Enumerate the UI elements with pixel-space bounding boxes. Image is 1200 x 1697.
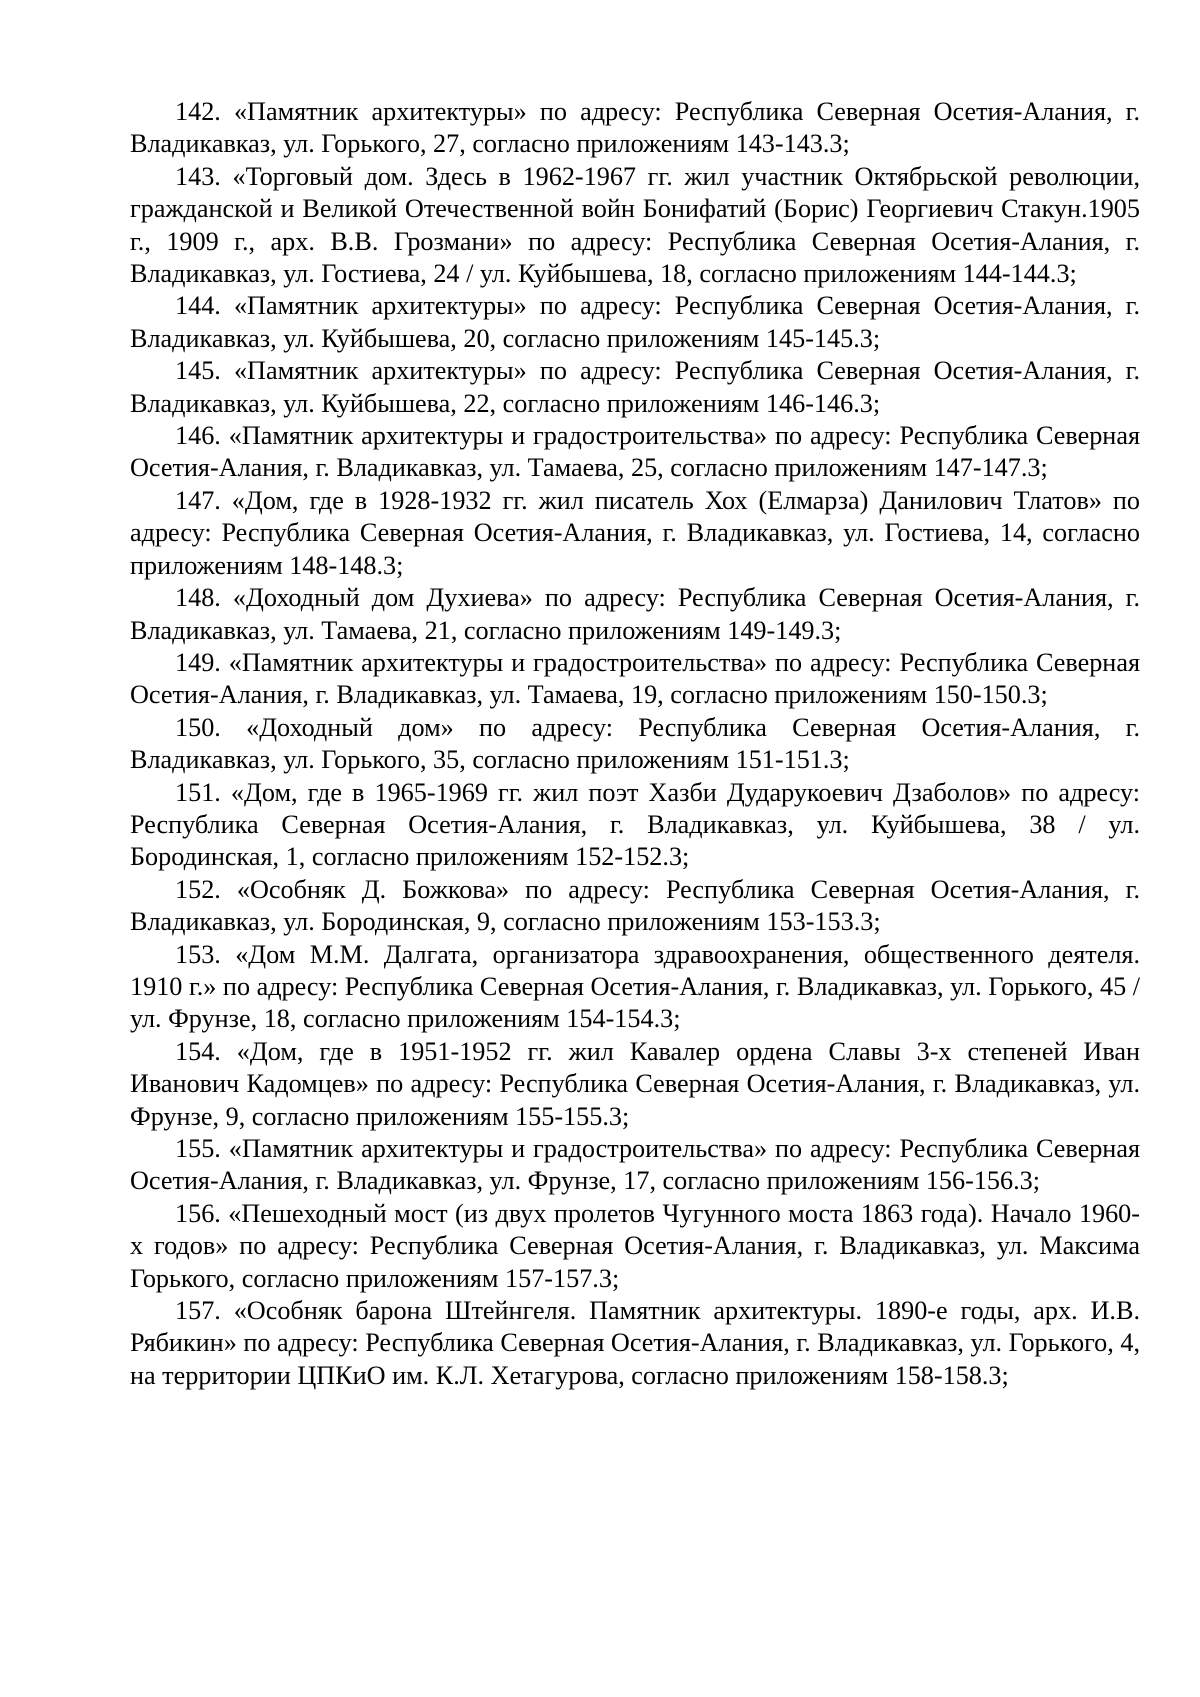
- list-item-144: 144. «Памятник архитектуры» по адресу: Республика Северная Осетия-Алания, г. Владикавказ, ул. Куйбышева, 20, согласно приложениям 145-145.3;: [130, 291, 1140, 353]
- list-item-147: 147. «Дом, где в 1928-1932 гг. жил писатель Хох (Елмарза) Данилович Тлатов» по адресу: Республика Северная Осетия-Алания, г. Владикавказ, ул. Гостиева, 14, согласно приложениям 148-148.3;: [130, 485, 1140, 580]
- list-item-146: 146. «Памятник архитектуры и градостроительства» по адресу: Республика Северная Осетия-Алания, г. Владикавказ, ул. Тамаева, 25, согласно приложениям 147-147.3;: [130, 421, 1140, 483]
- list-item-151: 151. «Дом, где в 1965-1969 гг. жил поэт Хазби Дударукоевич Дзаболов» по адресу: Республика Северная Осетия-Алания, г. Владикавказ, ул. Куйбышева, 38 / ул. Бородинская, 1, согласно приложениям 152-152.3;: [130, 777, 1140, 872]
- list-item-156: 156. «Пешеходный мост (из двух пролетов Чугунного моста 1863 года). Начало 1960-х годов» по адресу: Республика Северная Осетия-Алания, г. Владикавказ, ул. Максима Горького, согласно приложениям 157-157.3;: [130, 1198, 1140, 1293]
- list-item-150: 150. «Доходный дом» по адресу: Республика Северная Осетия-Алания, г. Владикавказ, ул. Горького, 35, согласно приложениям 151-151.3;: [130, 712, 1140, 775]
- list-item-142: 142. «Памятник архитектуры» по адресу: Республика Северная Осетия-Алания, г. Владикавказ, ул. Горького, 27, согласно приложениям 143-143.3;: [130, 97, 1140, 159]
- list-item-148: 148. «Доходный дом Духиева» по адресу: Республика Северная Осетия-Алания, г. Владикавказ, ул. Тамаева, 21, согласно приложениям 149-149.3;: [130, 583, 1140, 645]
- list-item-153: 153. «Дом М.М. Далгата, организатора здравоохранения, общественного деятеля. 1910 г.» по адресу: Республика Северная Осетия-Алания, г. Владикавказ, ул. Горького, 45 / ул. Фрунзе, 18, согласно приложениям 154-154.3;: [130, 939, 1140, 1034]
- list-item-157: 157. «Особняк барона Штейнгеля. Памятник архитектуры. 1890-е годы, арх. И.В. Рябикин» по адресу: Республика Северная Осетия-Алания, г. Владикавказ, ул. Горького, 4, на территории ЦПКиО им. К.Л. Хетагурова, согласно приложениям 158-158.3;: [130, 1296, 1140, 1390]
- document-body: [130, 96, 1140, 1392]
- list-item-154: 154. «Дом, где в 1951-1952 гг. жил Кавалер ордена Славы 3-х степеней Иван Иванович Кадомцев» по адресу: Республика Северная Осетия-Алания, г. Владикавказ, ул. Фрунзе, 9, согласно приложениям 155-155.3;: [130, 1036, 1140, 1131]
- list-item-149: 149. «Памятник архитектуры и градостроительства» по адресу: Республика Северная Осетия-Алания, г. Владикавказ, ул. Тамаева, 19, согласно приложениям 150-150.3;: [130, 647, 1140, 710]
- list-item-143: 143. «Торговый дом. Здесь в 1962-1967 гг. жил участник Октябрьской революции, гражданской и Великой Отечественной войн Бонифатий (Борис) Георгиевич Стакун.1905 г., 1909 г., арх. В.В. Грозмани» по адресу: Республика Северная Осетия-Алания, г. Владикавказ, ул. Гостиева, 24 / ул. Куйбышева, 18, согласно приложениям 144-144.3;: [130, 161, 1140, 289]
- list-item-155: 155. «Памятник архитектуры и градостроительства» по адресу: Республика Северная Осетия-Алания, г. Владикавказ, ул. Фрунзе, 17, согласно приложениям 156-156.3;: [130, 1134, 1140, 1196]
- list-item-145: 145. «Памятник архитектуры» по адресу: Республика Северная Осетия-Алания, г. Владикавказ, ул. Куйбышева, 22, согласно приложениям 146-146.3;: [130, 356, 1140, 418]
- list-item-152: 152. «Особняк Д. Божкова» по адресу: Республика Северная Осетия-Алания, г. Владикавказ, ул. Бородинская, 9, согласно приложениям 153-153.3;: [130, 874, 1140, 937]
